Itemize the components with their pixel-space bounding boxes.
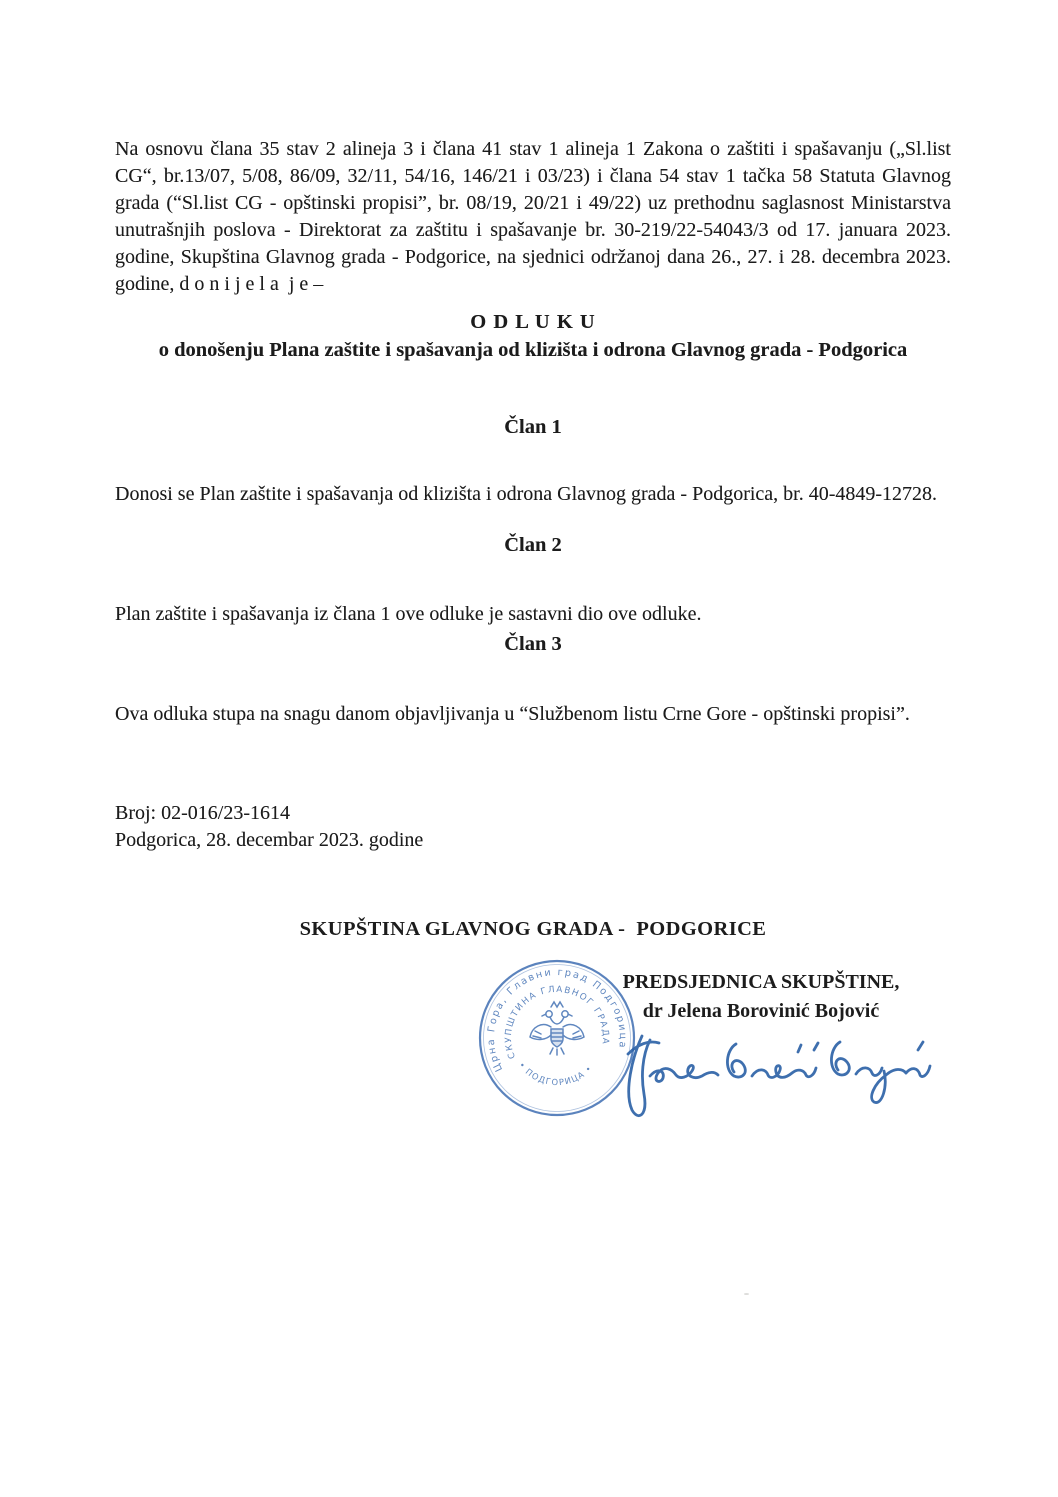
stamp-inner-text: СКУПШТИНА ГЛАВНОГ ГРАДА [503, 984, 611, 1061]
article-2-body: Plan zaštite i spašavanja iz člana 1 ove odluke je sastavni dio ove odluke. [115, 603, 702, 625]
stamp-bottom-text: • ПОДГОРИЦА • [516, 1059, 595, 1088]
reference-number-line: Broj: 02-016/23-1614 [115, 802, 290, 824]
article-2-heading: Član 2 [504, 534, 562, 556]
svg-text:• ПОДГОРИЦА • [517, 1060, 595, 1087]
signatory-name: dr Jelena Borovinić Bojović [642, 1000, 880, 1022]
signatory-block [562, 968, 960, 1026]
intro-paragraph: Na osnovu člana 35 stav 2 alineja 3 i člana 41 stav 1 alineja 1 Zakona o zaštiti i spašavanju („Sl.list CG“, br.13/07, 5/08, 86/09, 32/11, 54/16, 146/21 i 03/23) i člana 54 stav 1 tačka 58 Statuta Glavnog grada (“Sl.list CG - opštinski propisi”, br. 08/19, 20/21 i 49/22) uz prethodnu saglasnost Ministarstva unutrašnjih poslova - Direktorat za zaštitu i spašavanje br. 30-219/22-54043/3 od 17. januara 2023. godine, Skupština Glavnog grada - Podgorice, na sjednici održanoj dana 26., 27. i 28. decembra 2023. godine, d o n i j e l a j e – [115, 138, 956, 295]
scan-speck [744, 1293, 749, 1295]
article-1-heading: Član 1 [504, 416, 562, 438]
decision-title: O D L U K U [470, 311, 596, 333]
article-3-body: Ova odluka stupa na snagu danom objavljivanja u “Službenom listu Crne Gore - opštinski propisi”. [115, 703, 910, 725]
article-3-heading: Član 3 [504, 633, 562, 655]
place-date-line: Podgorica, 28. decembar 2023. godine [115, 829, 424, 851]
article-1-body: Donosi se Plan zaštite i spašavanja od klizišta i odrona Glavnog grada - Podgorica, br. 40-4849-12728. [115, 483, 938, 505]
decision-subtitle: o donošenju Plana zaštite i spašavanja od klizišta i odrona Glavnog grada - Podgorica [158, 339, 908, 361]
handwritten-signature [608, 1020, 938, 1133]
stamp-outer-text: Црна Гора, Главни град Подгорица [485, 966, 629, 1074]
issuer-line: SKUPŠTINA GLAVNOG GRADA - PODGORICE [299, 918, 767, 940]
signature-ink-icon [608, 1020, 938, 1128]
signatory-title: PREDSJEDNICA SKUPŠTINE, [622, 971, 900, 993]
